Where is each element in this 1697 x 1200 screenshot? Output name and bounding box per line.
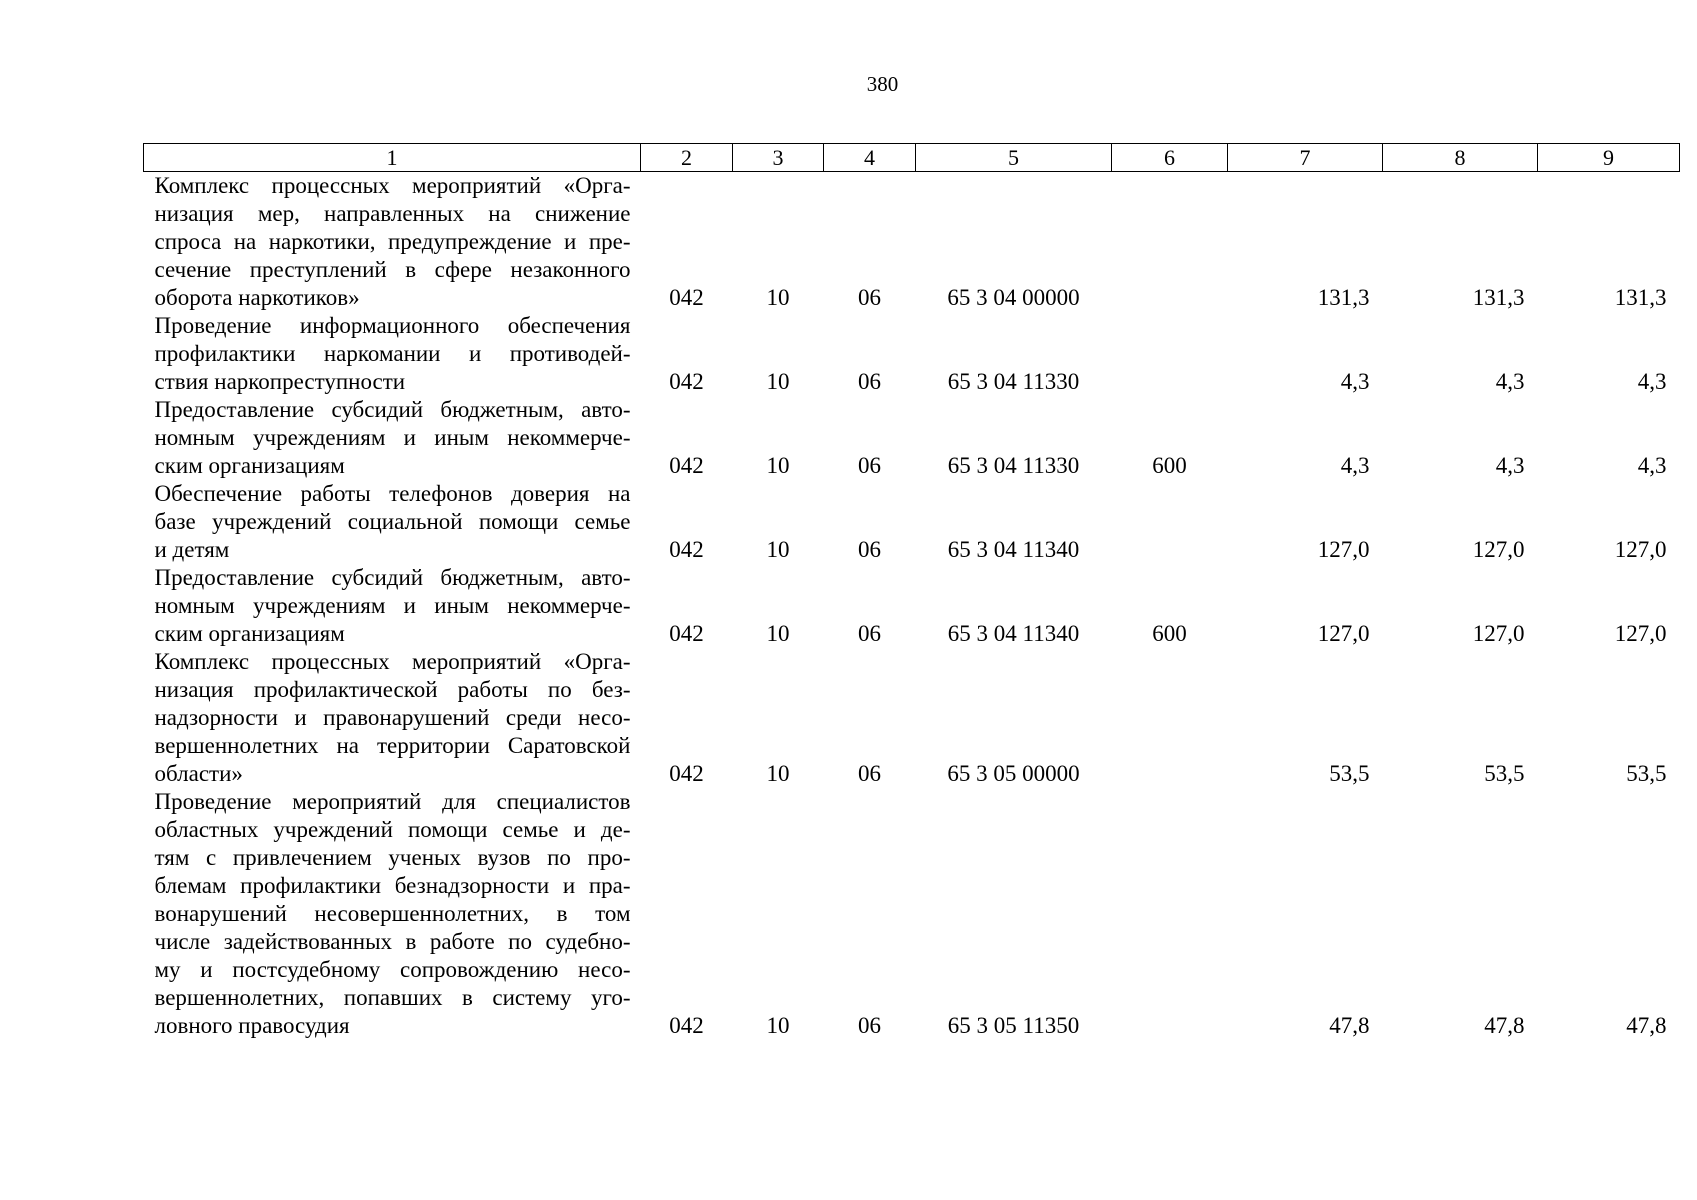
row-name-line: номным учреждениям и иным некоммерче- xyxy=(154,593,631,618)
expense-type-cell xyxy=(1112,788,1228,1040)
target-article-cell: 65 3 04 11340 xyxy=(947,537,1080,562)
ministry-code-cell: 042 xyxy=(669,285,704,310)
row-name-line: низация профилактической работы по без- xyxy=(154,677,631,702)
amount-cell-col9: 47,8 xyxy=(1626,1013,1667,1038)
budget-table xyxy=(143,143,1680,1040)
section-code-cell: 10 xyxy=(766,621,790,646)
amount-cell-col9: 53,5 xyxy=(1626,761,1667,786)
row-name-line: сечение преступлений в сфере незаконного xyxy=(154,257,631,282)
section-code-cell: 10 xyxy=(766,1013,790,1038)
amount-cell-col9: 127,0 xyxy=(1614,537,1667,562)
page-number: 380 xyxy=(866,72,899,96)
amount-cell-col7: 53,5 xyxy=(1329,761,1370,786)
target-article-cell: 65 3 04 11340 xyxy=(947,621,1080,646)
section-code-cell: 10 xyxy=(766,761,790,786)
ministry-code-cell: 042 xyxy=(669,1013,704,1038)
amount-cell-col8: 4,3 xyxy=(1495,369,1525,394)
row-name-line: вершеннолетних на территории Саратовской xyxy=(154,733,631,758)
subsection-code-cell: 06 xyxy=(858,285,881,310)
column-header: 9 xyxy=(1538,144,1680,172)
table-row xyxy=(144,312,1680,396)
subsection-code-cell: 06 xyxy=(858,761,881,786)
row-name-line: Предоставление субсидий бюджетным, авто- xyxy=(154,565,631,590)
section-code-cell: 10 xyxy=(766,369,790,394)
subsection-code-cell: 06 xyxy=(858,1013,881,1038)
ministry-code-cell: 042 xyxy=(669,621,704,646)
row-name-line: ловного правосудия xyxy=(154,1013,350,1038)
column-header: 2 xyxy=(641,144,733,172)
row-name-line: и детям xyxy=(154,537,230,562)
row-name-line: номным учреждениям и иным некоммерче- xyxy=(154,425,631,450)
row-name-line: числе задействованных в работе по судебно- xyxy=(154,929,631,954)
row-name-line: профилактики наркомании и противодей- xyxy=(154,341,631,366)
amount-cell-col7: 4,3 xyxy=(1340,453,1370,478)
table-row xyxy=(144,396,1680,480)
row-name-line: Проведение мероприятий для специалистов xyxy=(154,789,631,814)
row-name-line: надзорности и правонарушений среди несо- xyxy=(154,705,631,730)
column-header: 6 xyxy=(1112,144,1228,172)
table-row xyxy=(144,172,1680,313)
column-header: 8 xyxy=(1383,144,1538,172)
row-name-cell xyxy=(144,788,641,1040)
amount-cell-col9: 4,3 xyxy=(1637,453,1667,478)
ministry-code-cell: 042 xyxy=(669,537,704,562)
amount-cell-col7: 127,0 xyxy=(1317,537,1370,562)
table-row xyxy=(144,480,1680,564)
row-name-cell xyxy=(144,172,641,313)
table-body xyxy=(144,172,1680,1041)
row-name-line: Проведение информационного обеспечения xyxy=(154,313,631,338)
amount-cell-col8: 127,0 xyxy=(1472,537,1525,562)
section-code-cell: 10 xyxy=(766,285,790,310)
row-name-line: Комплекс процессных мероприятий «Орга- xyxy=(154,649,631,674)
amount-cell-col7: 4,3 xyxy=(1340,369,1370,394)
column-header: 3 xyxy=(733,144,824,172)
table-row xyxy=(144,564,1680,648)
row-name-line: вершеннолетних, попавших в систему уго- xyxy=(154,985,631,1010)
amount-cell-col7: 127,0 xyxy=(1317,621,1370,646)
amount-cell-col7: 47,8 xyxy=(1329,1013,1370,1038)
amount-cell-col8: 4,3 xyxy=(1495,453,1525,478)
target-article-cell: 65 3 05 11350 xyxy=(947,1013,1080,1038)
expense-type-cell xyxy=(1112,172,1228,313)
target-article-cell: 65 3 04 00000 xyxy=(947,285,1080,310)
column-header: 4 xyxy=(824,144,916,172)
subsection-code-cell: 06 xyxy=(858,369,881,394)
amount-cell-col8: 127,0 xyxy=(1472,621,1525,646)
section-code-cell: 10 xyxy=(766,537,790,562)
row-name-line: му и постсудебному сопровождению несо- xyxy=(154,957,631,982)
row-name-cell xyxy=(144,312,641,396)
table-row xyxy=(144,648,1680,788)
row-name-line: вонарушений несовершеннолетних, в том xyxy=(154,901,631,926)
section-code-cell: 10 xyxy=(766,453,790,478)
expense-type-cell: 600 xyxy=(1152,453,1187,478)
amount-cell-col7: 131,3 xyxy=(1317,285,1370,310)
expense-type-cell: 600 xyxy=(1152,621,1187,646)
amount-cell-col8: 131,3 xyxy=(1472,285,1525,310)
row-name-line: ским организациям xyxy=(154,453,345,478)
table-row xyxy=(144,788,1680,1040)
amount-cell-col9: 127,0 xyxy=(1614,621,1667,646)
column-header: 5 xyxy=(916,144,1112,172)
row-name-line: Обеспечение работы телефонов доверия на xyxy=(154,481,631,506)
ministry-code-cell: 042 xyxy=(669,761,704,786)
row-name-line: областных учреждений помощи семье и де- xyxy=(154,817,631,842)
expense-type-cell xyxy=(1112,312,1228,396)
row-name-line: низация мер, направленных на снижение xyxy=(154,201,631,226)
amount-cell-col8: 47,8 xyxy=(1484,1013,1525,1038)
row-name-line: ствия наркопреступности xyxy=(154,369,406,394)
column-header: 7 xyxy=(1228,144,1383,172)
row-name-cell xyxy=(144,564,641,648)
amount-cell-col9: 131,3 xyxy=(1614,285,1667,310)
row-name-line: тям с привлечением ученых вузов по про- xyxy=(154,845,631,870)
expense-type-cell xyxy=(1112,648,1228,788)
row-name-line: ским организациям xyxy=(154,621,345,646)
subsection-code-cell: 06 xyxy=(858,621,881,646)
target-article-cell: 65 3 04 11330 xyxy=(947,369,1080,394)
table-header-row xyxy=(144,144,1680,172)
target-article-cell: 65 3 04 11330 xyxy=(947,453,1080,478)
column-header: 1 xyxy=(144,144,641,172)
ministry-code-cell: 042 xyxy=(669,369,704,394)
row-name-line: Предоставление субсидий бюджетным, авто- xyxy=(154,397,631,422)
amount-cell-col9: 4,3 xyxy=(1637,369,1667,394)
row-name-line: блемам профилактики безнадзорности и пра- xyxy=(154,873,631,898)
target-article-cell: 65 3 05 00000 xyxy=(947,761,1080,786)
row-name-cell xyxy=(144,480,641,564)
subsection-code-cell: 06 xyxy=(858,537,881,562)
amount-cell-col8: 53,5 xyxy=(1484,761,1525,786)
row-name-line: базе учреждений социальной помощи семье xyxy=(154,509,631,534)
subsection-code-cell: 06 xyxy=(858,453,881,478)
row-name-line: спроса на наркотики, предупреждение и пре- xyxy=(154,229,631,254)
row-name-cell xyxy=(144,396,641,480)
row-name-line: Комплекс процессных мероприятий «Орга- xyxy=(154,173,631,198)
expense-type-cell xyxy=(1112,480,1228,564)
row-name-line: оборота наркотиков» xyxy=(154,285,360,310)
row-name-line: области» xyxy=(154,761,243,786)
row-name-cell xyxy=(144,648,641,788)
ministry-code-cell: 042 xyxy=(669,453,704,478)
